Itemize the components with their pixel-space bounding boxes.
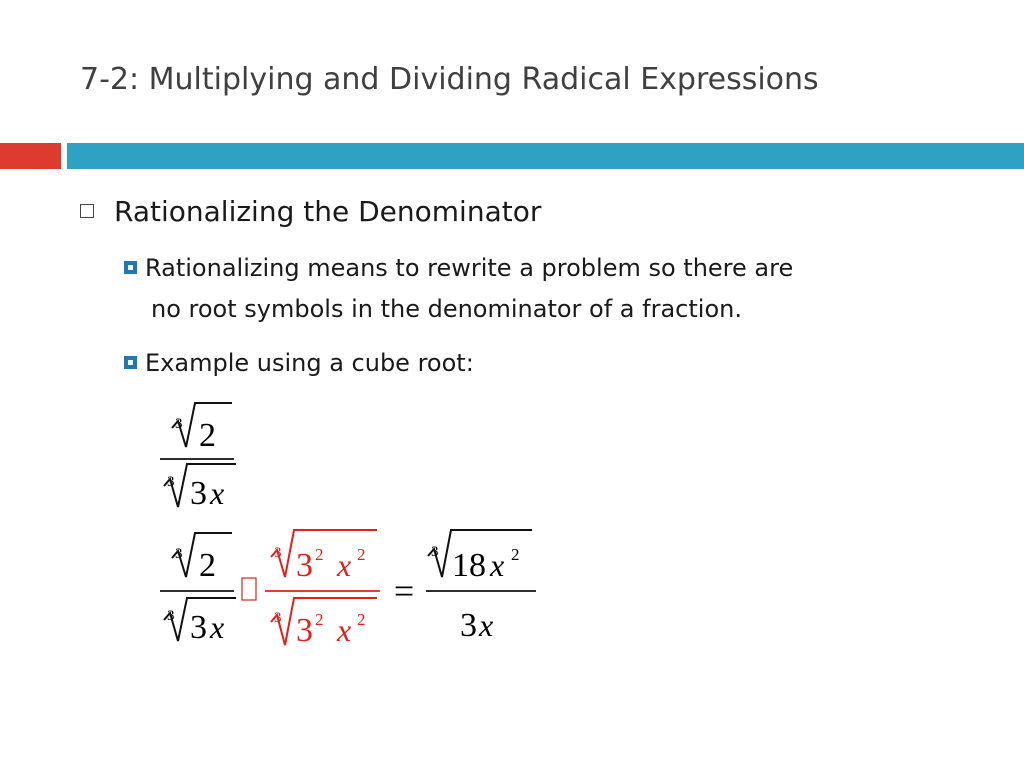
slide-title: 7-2: Multiplying and Dividing Radical Expressions bbox=[80, 62, 819, 97]
equals-sign: = bbox=[393, 571, 415, 611]
result-den-var: x bbox=[479, 607, 494, 643]
multiplier-base: 3 bbox=[296, 547, 313, 584]
fraction-result bbox=[426, 530, 536, 644]
root-index: 3 bbox=[274, 545, 282, 561]
main-bullet-text: Rationalizing the Denominator bbox=[114, 195, 542, 228]
multiplier-var: x bbox=[337, 612, 352, 648]
fraction-original bbox=[160, 403, 236, 512]
multiplier-var-exponent: 2 bbox=[357, 545, 366, 564]
denominator-var: x bbox=[210, 609, 225, 645]
numerator-value: 2 bbox=[199, 547, 216, 584]
result-num-var: x bbox=[490, 547, 505, 583]
root-index: 3 bbox=[167, 608, 175, 624]
root-index: 3 bbox=[175, 546, 183, 562]
fraction-multiplier bbox=[265, 530, 380, 649]
multiplier-exponent: 2 bbox=[315, 545, 324, 564]
root-index: 3 bbox=[274, 610, 282, 626]
multiplier-var: x bbox=[337, 547, 352, 583]
denominator-var: x bbox=[210, 475, 225, 511]
sub-bullet-example-text: Example using a cube root: bbox=[145, 349, 474, 377]
fraction-original-repeat bbox=[160, 533, 236, 646]
multiplier-base: 3 bbox=[296, 612, 313, 649]
multiplier-var-exponent: 2 bbox=[357, 610, 366, 629]
result-num-coef: 18 bbox=[452, 547, 486, 584]
multiplier-exponent: 2 bbox=[315, 610, 324, 629]
root-index: 3 bbox=[167, 474, 175, 490]
root-index: 3 bbox=[175, 416, 183, 432]
missing-glyph-icon bbox=[242, 578, 256, 600]
sub-bullet-definition-line1: Rationalizing means to rewrite a problem so there are bbox=[145, 254, 794, 282]
result-den-coef: 3 bbox=[460, 607, 477, 644]
numerator-value: 2 bbox=[199, 417, 216, 454]
root-index: 3 bbox=[431, 544, 439, 560]
result-num-exponent: 2 bbox=[511, 545, 520, 564]
sub-bullet-definition-line2: no root symbols in the denominator of a fraction. bbox=[151, 295, 742, 323]
denominator-coef: 3 bbox=[190, 609, 207, 646]
denominator-coef: 3 bbox=[190, 475, 207, 512]
